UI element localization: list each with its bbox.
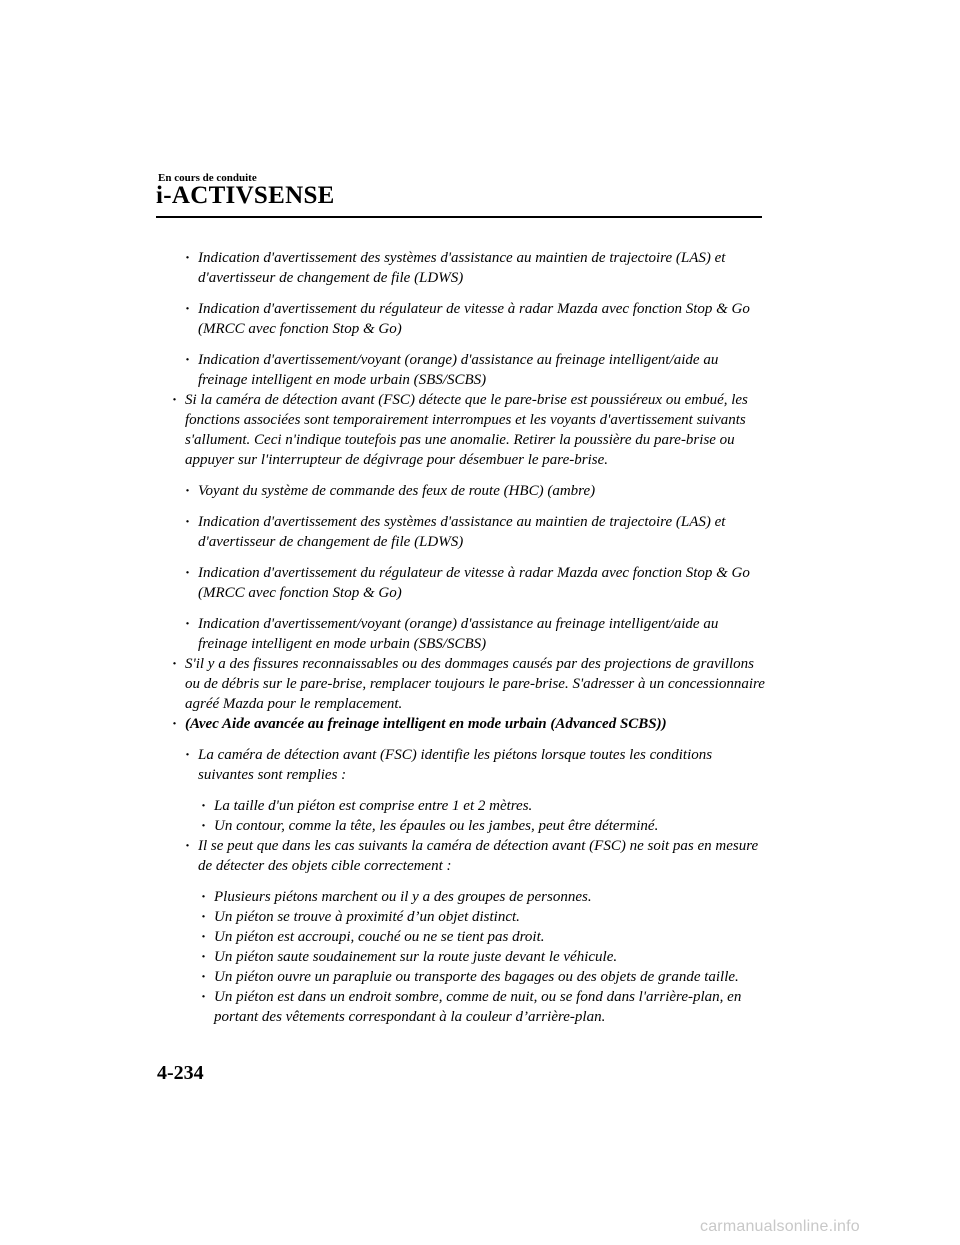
header-divider xyxy=(156,216,762,218)
sub-bullet-item: · Un piéton saute soudainement sur la route juste devant le véhicule. xyxy=(214,947,765,967)
sub-bullet-item: · Un contour, comme la tête, les épaules ou les jambes, peut être déterminé. xyxy=(214,816,765,836)
chapter-title: i-ACTIVSENSE xyxy=(156,182,335,209)
sub-bullet-item: · Un piéton est dans un endroit sombre, comme de nuit, ou se fond dans l'arrière-plan, en portant des vêtements correspondant à la couleur d’arrière-plan. xyxy=(214,987,765,1027)
page-content xyxy=(160,248,765,1027)
bullet-item: · Indication d'avertissement du régulateur de vitesse à radar Mazda avec fonction Stop & Go (MRCC avec fonction Stop & Go) xyxy=(198,563,765,603)
sub-bullet-item: · Un piéton ouvre un parapluie ou transporte des bagages ou des objets de grande taille. xyxy=(214,967,765,987)
bullet-item: · (Avec Aide avancée au freinage intelligent en mode urbain (Advanced SCBS)) xyxy=(185,714,765,734)
bullet-item: · Il se peut que dans les cas suivants la caméra de détection avant (FSC) ne soit pas en mesure de détecter des objets cible correctement : xyxy=(198,836,765,876)
page-number: 4-234 xyxy=(157,1062,204,1084)
bullet-item: · S'il y a des fissures reconnaissables ou des dommages causés par des projections de gravillons ou de débris sur le pare-brise, remplacer toujours le pare-brise. S'adresser à un concessionnaire agréé Mazda pour le remplacement. xyxy=(185,654,765,714)
sub-bullet-item: · La taille d'un piéton est comprise entre 1 et 2 mètres. xyxy=(214,796,765,816)
bullet-item: · Indication d'avertissement des systèmes d'assistance au maintien de trajectoire (LAS) et d'avertisseur de changement de file (LDWS) xyxy=(198,248,765,288)
sub-bullet-item: · Un piéton se trouve à proximité d’un objet distinct. xyxy=(214,907,765,927)
bullet-item: · Indication d'avertissement/voyant (orange) d'assistance au freinage intelligent/aide au freinage intelligent en mode urbain (SBS/SCBS) xyxy=(198,614,765,654)
sub-bullet-item: · Plusieurs piétons marchent ou il y a des groupes de personnes. xyxy=(214,887,765,907)
bullet-item: · La caméra de détection avant (FSC) identifie les piétons lorsque toutes les conditions suivantes sont remplies : xyxy=(198,745,765,785)
bullet-item: · Indication d'avertissement du régulateur de vitesse à radar Mazda avec fonction Stop & Go (MRCC avec fonction Stop & Go) xyxy=(198,299,765,339)
bullet-item: · Indication d'avertissement/voyant (orange) d'assistance au freinage intelligent/aide au freinage intelligent en mode urbain (SBS/SCBS) xyxy=(198,350,765,390)
bullet-item: · Si la caméra de détection avant (FSC) détecte que le pare-brise est poussiéreux ou embué, les fonctions associées sont temporairement interrompues et les voyants d'avertissement suivants s'allument. Ceci n'indique toutefois pas une anomalie. Retirer la poussière du pare-brise ou appuyer sur l'interrupteur de dégivrage pour désembuer le pare-brise. xyxy=(185,390,765,470)
bullet-item: · Indication d'avertissement des systèmes d'assistance au maintien de trajectoire (LAS) et d'avertisseur de changement de file (LDWS) xyxy=(198,512,765,552)
sub-bullet-item: · Un piéton est accroupi, couché ou ne se tient pas droit. xyxy=(214,927,765,947)
watermark: carmanualsonline.info xyxy=(700,1218,860,1235)
bullet-item: · Voyant du système de commande des feux de route (HBC) (ambre) xyxy=(198,481,765,501)
section-title: En cours de conduite xyxy=(158,172,257,184)
